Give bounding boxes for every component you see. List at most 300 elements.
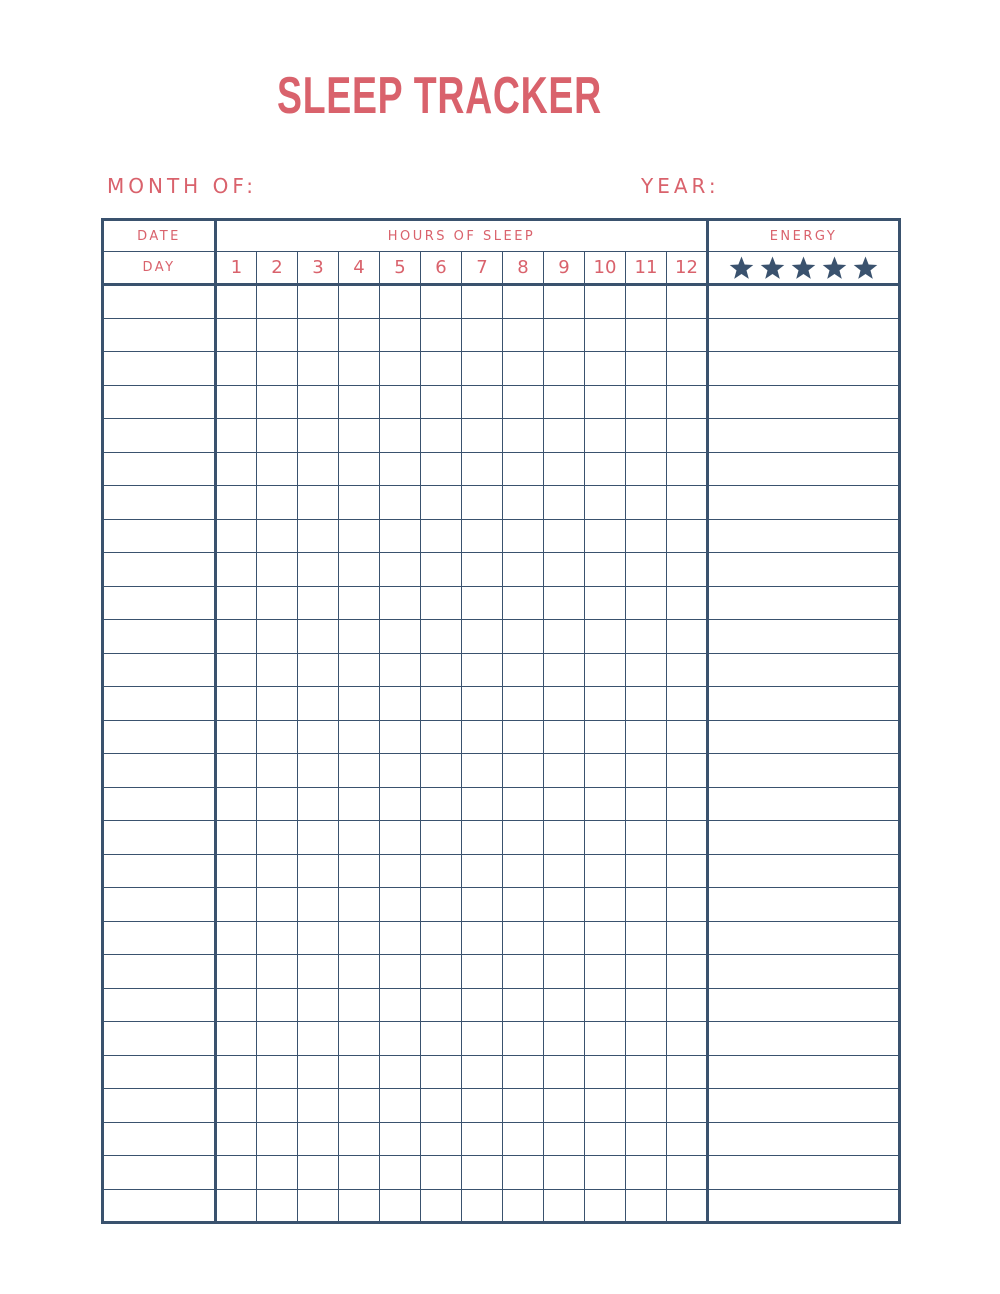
energy-cell[interactable] bbox=[708, 821, 900, 855]
hour-cell[interactable] bbox=[339, 385, 380, 419]
hour-cell[interactable] bbox=[544, 452, 585, 486]
hour-cell[interactable] bbox=[667, 787, 708, 821]
hour-cell[interactable] bbox=[462, 285, 503, 319]
hour-cell[interactable] bbox=[585, 653, 626, 687]
hour-cell[interactable] bbox=[380, 1189, 421, 1223]
energy-cell[interactable] bbox=[708, 687, 900, 721]
hour-cell[interactable] bbox=[667, 285, 708, 319]
hour-cell[interactable] bbox=[257, 821, 298, 855]
hour-cell[interactable] bbox=[380, 452, 421, 486]
day-cell[interactable] bbox=[103, 452, 216, 486]
hour-cell[interactable] bbox=[585, 318, 626, 352]
hour-cell[interactable] bbox=[298, 687, 339, 721]
hour-cell[interactable] bbox=[585, 988, 626, 1022]
energy-cell[interactable] bbox=[708, 419, 900, 453]
hour-cell[interactable] bbox=[298, 988, 339, 1022]
hour-cell[interactable] bbox=[503, 486, 544, 520]
hour-cell[interactable] bbox=[257, 720, 298, 754]
hour-cell[interactable] bbox=[421, 586, 462, 620]
hour-cell[interactable] bbox=[339, 1089, 380, 1123]
hour-cell[interactable] bbox=[462, 653, 503, 687]
hour-cell[interactable] bbox=[380, 653, 421, 687]
hour-cell[interactable] bbox=[667, 1089, 708, 1123]
energy-cell[interactable] bbox=[708, 921, 900, 955]
hour-cell[interactable] bbox=[462, 318, 503, 352]
hour-cell[interactable] bbox=[298, 921, 339, 955]
day-cell[interactable] bbox=[103, 854, 216, 888]
hour-cell[interactable] bbox=[626, 720, 667, 754]
hour-cell[interactable] bbox=[257, 385, 298, 419]
hour-cell[interactable] bbox=[339, 854, 380, 888]
hour-cell[interactable] bbox=[380, 419, 421, 453]
hour-cell[interactable] bbox=[503, 1022, 544, 1056]
hour-cell[interactable] bbox=[503, 921, 544, 955]
hour-cell[interactable] bbox=[585, 1089, 626, 1123]
hour-cell[interactable] bbox=[585, 955, 626, 989]
hour-cell[interactable] bbox=[626, 1122, 667, 1156]
hour-cell[interactable] bbox=[544, 519, 585, 553]
hour-cell[interactable] bbox=[462, 486, 503, 520]
hour-cell[interactable] bbox=[462, 988, 503, 1022]
hour-cell[interactable] bbox=[339, 921, 380, 955]
hour-cell[interactable] bbox=[380, 988, 421, 1022]
hour-cell[interactable] bbox=[216, 653, 257, 687]
day-cell[interactable] bbox=[103, 955, 216, 989]
hour-cell[interactable] bbox=[544, 1055, 585, 1089]
hour-cell[interactable] bbox=[626, 955, 667, 989]
hour-cell[interactable] bbox=[298, 419, 339, 453]
hour-cell[interactable] bbox=[257, 318, 298, 352]
hour-cell[interactable] bbox=[339, 1189, 380, 1223]
hour-cell[interactable] bbox=[667, 620, 708, 654]
hour-cell[interactable] bbox=[339, 285, 380, 319]
hour-cell[interactable] bbox=[216, 955, 257, 989]
hour-cell[interactable] bbox=[667, 586, 708, 620]
hour-cell[interactable] bbox=[380, 352, 421, 386]
hour-cell[interactable] bbox=[462, 385, 503, 419]
hour-cell[interactable] bbox=[667, 1189, 708, 1223]
hour-cell[interactable] bbox=[544, 352, 585, 386]
hour-cell[interactable] bbox=[626, 486, 667, 520]
hour-cell[interactable] bbox=[298, 586, 339, 620]
day-cell[interactable] bbox=[103, 687, 216, 721]
hour-cell[interactable] bbox=[216, 1189, 257, 1223]
hour-cell[interactable] bbox=[585, 586, 626, 620]
hour-cell[interactable] bbox=[339, 1022, 380, 1056]
hour-cell[interactable] bbox=[216, 285, 257, 319]
hour-cell[interactable] bbox=[626, 385, 667, 419]
hour-cell[interactable] bbox=[421, 653, 462, 687]
hour-cell[interactable] bbox=[216, 385, 257, 419]
hour-cell[interactable] bbox=[544, 1122, 585, 1156]
hour-cell[interactable] bbox=[257, 921, 298, 955]
hour-cell[interactable] bbox=[257, 888, 298, 922]
hour-cell[interactable] bbox=[585, 452, 626, 486]
hour-cell[interactable] bbox=[421, 285, 462, 319]
hour-cell[interactable] bbox=[585, 921, 626, 955]
hour-cell[interactable] bbox=[421, 1022, 462, 1056]
hour-cell[interactable] bbox=[257, 352, 298, 386]
day-cell[interactable] bbox=[103, 285, 216, 319]
hour-cell[interactable] bbox=[216, 1055, 257, 1089]
hour-cell[interactable] bbox=[339, 787, 380, 821]
hour-cell[interactable] bbox=[544, 955, 585, 989]
energy-cell[interactable] bbox=[708, 1089, 900, 1123]
hour-cell[interactable] bbox=[503, 452, 544, 486]
hour-cell[interactable] bbox=[626, 318, 667, 352]
hour-cell[interactable] bbox=[585, 419, 626, 453]
hour-cell[interactable] bbox=[257, 1022, 298, 1056]
hour-cell[interactable] bbox=[380, 285, 421, 319]
hour-cell[interactable] bbox=[257, 955, 298, 989]
hour-cell[interactable] bbox=[421, 486, 462, 520]
hour-cell[interactable] bbox=[216, 586, 257, 620]
hour-cell[interactable] bbox=[667, 419, 708, 453]
hour-cell[interactable] bbox=[380, 754, 421, 788]
hour-cell[interactable] bbox=[216, 988, 257, 1022]
hour-cell[interactable] bbox=[667, 1122, 708, 1156]
hour-cell[interactable] bbox=[667, 486, 708, 520]
hour-cell[interactable] bbox=[544, 821, 585, 855]
day-cell[interactable] bbox=[103, 988, 216, 1022]
hour-cell[interactable] bbox=[626, 452, 667, 486]
hour-cell[interactable] bbox=[380, 318, 421, 352]
hour-cell[interactable] bbox=[544, 385, 585, 419]
hour-cell[interactable] bbox=[421, 419, 462, 453]
energy-cell[interactable] bbox=[708, 1022, 900, 1056]
hour-cell[interactable] bbox=[585, 888, 626, 922]
hour-cell[interactable] bbox=[257, 787, 298, 821]
hour-cell[interactable] bbox=[667, 1156, 708, 1190]
hour-cell[interactable] bbox=[667, 921, 708, 955]
energy-cell[interactable] bbox=[708, 385, 900, 419]
hour-cell[interactable] bbox=[380, 620, 421, 654]
hour-cell[interactable] bbox=[585, 1156, 626, 1190]
hour-cell[interactable] bbox=[216, 452, 257, 486]
hour-cell[interactable] bbox=[421, 519, 462, 553]
hour-cell[interactable] bbox=[298, 1055, 339, 1089]
energy-cell[interactable] bbox=[708, 1055, 900, 1089]
hour-cell[interactable] bbox=[585, 1122, 626, 1156]
hour-cell[interactable] bbox=[503, 1089, 544, 1123]
energy-cell[interactable] bbox=[708, 787, 900, 821]
hour-cell[interactable] bbox=[667, 1055, 708, 1089]
day-cell[interactable] bbox=[103, 486, 216, 520]
hour-cell[interactable] bbox=[585, 1022, 626, 1056]
hour-cell[interactable] bbox=[216, 921, 257, 955]
hour-cell[interactable] bbox=[503, 519, 544, 553]
hour-cell[interactable] bbox=[667, 318, 708, 352]
hour-cell[interactable] bbox=[216, 1022, 257, 1056]
hour-cell[interactable] bbox=[626, 854, 667, 888]
hour-cell[interactable] bbox=[585, 854, 626, 888]
hour-cell[interactable] bbox=[544, 1189, 585, 1223]
hour-cell[interactable] bbox=[257, 988, 298, 1022]
hour-cell[interactable] bbox=[421, 553, 462, 587]
energy-cell[interactable] bbox=[708, 486, 900, 520]
hour-cell[interactable] bbox=[503, 754, 544, 788]
hour-cell[interactable] bbox=[503, 352, 544, 386]
hour-cell[interactable] bbox=[257, 620, 298, 654]
energy-cell[interactable] bbox=[708, 720, 900, 754]
hour-cell[interactable] bbox=[626, 787, 667, 821]
energy-cell[interactable] bbox=[708, 888, 900, 922]
hour-cell[interactable] bbox=[585, 1189, 626, 1223]
hour-cell[interactable] bbox=[462, 352, 503, 386]
hour-cell[interactable] bbox=[380, 586, 421, 620]
hour-cell[interactable] bbox=[339, 419, 380, 453]
hour-cell[interactable] bbox=[585, 352, 626, 386]
hour-cell[interactable] bbox=[626, 653, 667, 687]
hour-cell[interactable] bbox=[462, 1055, 503, 1089]
energy-cell[interactable] bbox=[708, 988, 900, 1022]
hour-cell[interactable] bbox=[626, 1156, 667, 1190]
hour-cell[interactable] bbox=[544, 687, 585, 721]
hour-cell[interactable] bbox=[585, 620, 626, 654]
hour-cell[interactable] bbox=[503, 285, 544, 319]
hour-cell[interactable] bbox=[503, 620, 544, 654]
hour-cell[interactable] bbox=[667, 352, 708, 386]
hour-cell[interactable] bbox=[298, 754, 339, 788]
hour-cell[interactable] bbox=[339, 318, 380, 352]
hour-cell[interactable] bbox=[257, 1122, 298, 1156]
day-cell[interactable] bbox=[103, 653, 216, 687]
hour-cell[interactable] bbox=[626, 419, 667, 453]
hour-cell[interactable] bbox=[544, 754, 585, 788]
hour-cell[interactable] bbox=[462, 720, 503, 754]
day-cell[interactable] bbox=[103, 553, 216, 587]
hour-cell[interactable] bbox=[298, 352, 339, 386]
hour-cell[interactable] bbox=[339, 821, 380, 855]
hour-cell[interactable] bbox=[421, 452, 462, 486]
hour-cell[interactable] bbox=[339, 653, 380, 687]
hour-cell[interactable] bbox=[257, 452, 298, 486]
hour-cell[interactable] bbox=[421, 754, 462, 788]
hour-cell[interactable] bbox=[462, 687, 503, 721]
hour-cell[interactable] bbox=[380, 687, 421, 721]
hour-cell[interactable] bbox=[667, 653, 708, 687]
hour-cell[interactable] bbox=[544, 888, 585, 922]
hour-cell[interactable] bbox=[503, 1189, 544, 1223]
energy-cell[interactable] bbox=[708, 653, 900, 687]
hour-cell[interactable] bbox=[421, 1189, 462, 1223]
hour-cell[interactable] bbox=[462, 787, 503, 821]
hour-cell[interactable] bbox=[626, 620, 667, 654]
hour-cell[interactable] bbox=[380, 720, 421, 754]
hour-cell[interactable] bbox=[216, 352, 257, 386]
hour-cell[interactable] bbox=[462, 754, 503, 788]
hour-cell[interactable] bbox=[257, 1156, 298, 1190]
energy-cell[interactable] bbox=[708, 318, 900, 352]
hour-cell[interactable] bbox=[298, 787, 339, 821]
hour-cell[interactable] bbox=[626, 1189, 667, 1223]
hour-cell[interactable] bbox=[380, 519, 421, 553]
hour-cell[interactable] bbox=[421, 720, 462, 754]
hour-cell[interactable] bbox=[503, 586, 544, 620]
hour-cell[interactable] bbox=[257, 1189, 298, 1223]
hour-cell[interactable] bbox=[544, 720, 585, 754]
energy-cell[interactable] bbox=[708, 519, 900, 553]
hour-cell[interactable] bbox=[585, 519, 626, 553]
energy-cell[interactable] bbox=[708, 352, 900, 386]
day-cell[interactable] bbox=[103, 620, 216, 654]
day-cell[interactable] bbox=[103, 888, 216, 922]
day-cell[interactable] bbox=[103, 352, 216, 386]
hour-cell[interactable] bbox=[421, 988, 462, 1022]
hour-cell[interactable] bbox=[585, 285, 626, 319]
hour-cell[interactable] bbox=[216, 553, 257, 587]
hour-cell[interactable] bbox=[667, 519, 708, 553]
hour-cell[interactable] bbox=[421, 1156, 462, 1190]
hour-cell[interactable] bbox=[462, 854, 503, 888]
energy-cell[interactable] bbox=[708, 1156, 900, 1190]
hour-cell[interactable] bbox=[462, 1156, 503, 1190]
hour-cell[interactable] bbox=[503, 1156, 544, 1190]
hour-cell[interactable] bbox=[421, 854, 462, 888]
hour-cell[interactable] bbox=[585, 553, 626, 587]
hour-cell[interactable] bbox=[626, 1089, 667, 1123]
hour-cell[interactable] bbox=[339, 553, 380, 587]
hour-cell[interactable] bbox=[298, 1122, 339, 1156]
hour-cell[interactable] bbox=[216, 1089, 257, 1123]
hour-cell[interactable] bbox=[298, 1022, 339, 1056]
hour-cell[interactable] bbox=[257, 586, 298, 620]
hour-cell[interactable] bbox=[216, 687, 257, 721]
hour-cell[interactable] bbox=[544, 988, 585, 1022]
hour-cell[interactable] bbox=[257, 687, 298, 721]
day-cell[interactable] bbox=[103, 821, 216, 855]
day-cell[interactable] bbox=[103, 519, 216, 553]
hour-cell[interactable] bbox=[462, 1089, 503, 1123]
hour-cell[interactable] bbox=[380, 787, 421, 821]
hour-cell[interactable] bbox=[380, 553, 421, 587]
hour-cell[interactable] bbox=[216, 854, 257, 888]
hour-cell[interactable] bbox=[585, 687, 626, 721]
hour-cell[interactable] bbox=[298, 620, 339, 654]
hour-cell[interactable] bbox=[421, 1055, 462, 1089]
hour-cell[interactable] bbox=[462, 955, 503, 989]
hour-cell[interactable] bbox=[421, 620, 462, 654]
hour-cell[interactable] bbox=[298, 888, 339, 922]
hour-cell[interactable] bbox=[667, 720, 708, 754]
hour-cell[interactable] bbox=[257, 754, 298, 788]
hour-cell[interactable] bbox=[257, 285, 298, 319]
day-cell[interactable] bbox=[103, 1189, 216, 1223]
day-cell[interactable] bbox=[103, 921, 216, 955]
hour-cell[interactable] bbox=[503, 787, 544, 821]
hour-cell[interactable] bbox=[298, 854, 339, 888]
hour-cell[interactable] bbox=[380, 486, 421, 520]
hour-cell[interactable] bbox=[380, 1022, 421, 1056]
hour-cell[interactable] bbox=[626, 1022, 667, 1056]
day-cell[interactable] bbox=[103, 318, 216, 352]
day-cell[interactable] bbox=[103, 1022, 216, 1056]
hour-cell[interactable] bbox=[380, 955, 421, 989]
hour-cell[interactable] bbox=[462, 821, 503, 855]
hour-cell[interactable] bbox=[544, 486, 585, 520]
day-cell[interactable] bbox=[103, 754, 216, 788]
hour-cell[interactable] bbox=[216, 787, 257, 821]
hour-cell[interactable] bbox=[298, 821, 339, 855]
hour-cell[interactable] bbox=[503, 653, 544, 687]
hour-cell[interactable] bbox=[339, 888, 380, 922]
hour-cell[interactable] bbox=[544, 921, 585, 955]
energy-cell[interactable] bbox=[708, 452, 900, 486]
hour-cell[interactable] bbox=[339, 452, 380, 486]
hour-cell[interactable] bbox=[667, 988, 708, 1022]
hour-cell[interactable] bbox=[380, 1156, 421, 1190]
energy-cell[interactable] bbox=[708, 1189, 900, 1223]
hour-cell[interactable] bbox=[339, 754, 380, 788]
hour-cell[interactable] bbox=[380, 854, 421, 888]
hour-cell[interactable] bbox=[339, 1055, 380, 1089]
hour-cell[interactable] bbox=[421, 888, 462, 922]
hour-cell[interactable] bbox=[298, 1189, 339, 1223]
energy-cell[interactable] bbox=[708, 854, 900, 888]
hour-cell[interactable] bbox=[380, 1122, 421, 1156]
hour-cell[interactable] bbox=[462, 519, 503, 553]
hour-cell[interactable] bbox=[503, 1122, 544, 1156]
hour-cell[interactable] bbox=[667, 955, 708, 989]
hour-cell[interactable] bbox=[626, 988, 667, 1022]
hour-cell[interactable] bbox=[421, 821, 462, 855]
hour-cell[interactable] bbox=[339, 352, 380, 386]
hour-cell[interactable] bbox=[585, 787, 626, 821]
hour-cell[interactable] bbox=[626, 821, 667, 855]
hour-cell[interactable] bbox=[339, 586, 380, 620]
hour-cell[interactable] bbox=[544, 553, 585, 587]
energy-cell[interactable] bbox=[708, 955, 900, 989]
hour-cell[interactable] bbox=[585, 821, 626, 855]
hour-cell[interactable] bbox=[216, 821, 257, 855]
hour-cell[interactable] bbox=[503, 1055, 544, 1089]
hour-cell[interactable] bbox=[257, 854, 298, 888]
hour-cell[interactable] bbox=[503, 553, 544, 587]
hour-cell[interactable] bbox=[667, 385, 708, 419]
hour-cell[interactable] bbox=[257, 486, 298, 520]
hour-cell[interactable] bbox=[421, 1122, 462, 1156]
hour-cell[interactable] bbox=[503, 318, 544, 352]
hour-cell[interactable] bbox=[421, 687, 462, 721]
hour-cell[interactable] bbox=[626, 1055, 667, 1089]
hour-cell[interactable] bbox=[462, 1189, 503, 1223]
hour-cell[interactable] bbox=[667, 452, 708, 486]
hour-cell[interactable] bbox=[257, 419, 298, 453]
hour-cell[interactable] bbox=[544, 787, 585, 821]
hour-cell[interactable] bbox=[544, 285, 585, 319]
hour-cell[interactable] bbox=[462, 1022, 503, 1056]
hour-cell[interactable] bbox=[339, 486, 380, 520]
hour-cell[interactable] bbox=[544, 653, 585, 687]
hour-cell[interactable] bbox=[216, 1122, 257, 1156]
day-cell[interactable] bbox=[103, 787, 216, 821]
hour-cell[interactable] bbox=[216, 888, 257, 922]
hour-cell[interactable] bbox=[462, 586, 503, 620]
hour-cell[interactable] bbox=[339, 519, 380, 553]
day-cell[interactable] bbox=[103, 1122, 216, 1156]
hour-cell[interactable] bbox=[503, 988, 544, 1022]
energy-cell[interactable] bbox=[708, 620, 900, 654]
hour-cell[interactable] bbox=[503, 821, 544, 855]
hour-cell[interactable] bbox=[298, 486, 339, 520]
hour-cell[interactable] bbox=[503, 888, 544, 922]
hour-cell[interactable] bbox=[462, 888, 503, 922]
hour-cell[interactable] bbox=[216, 318, 257, 352]
hour-cell[interactable] bbox=[257, 1055, 298, 1089]
hour-cell[interactable] bbox=[339, 687, 380, 721]
hour-cell[interactable] bbox=[585, 754, 626, 788]
hour-cell[interactable] bbox=[667, 754, 708, 788]
